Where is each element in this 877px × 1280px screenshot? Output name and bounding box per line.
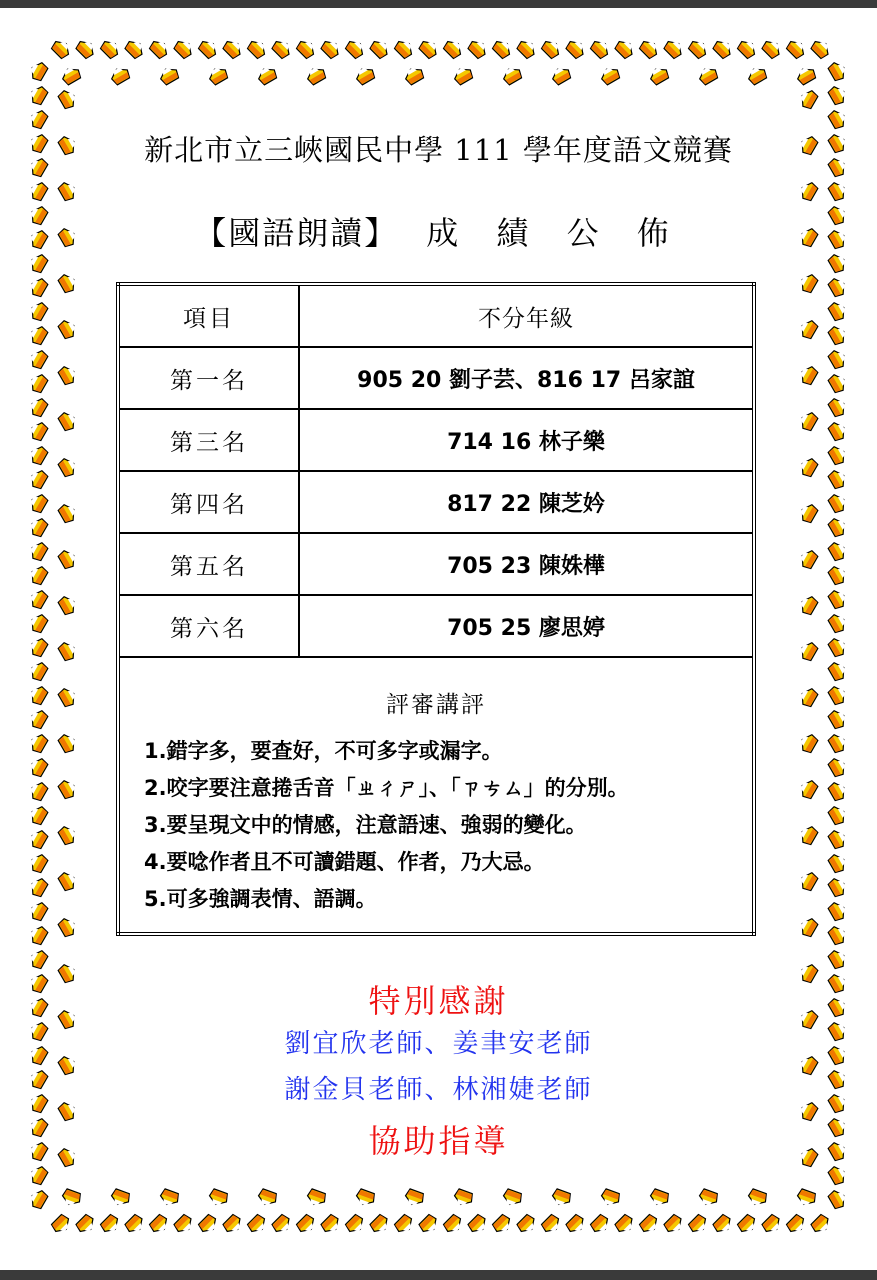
candy-corn-icon	[798, 502, 819, 525]
candy-corn-icon	[28, 60, 49, 83]
candy-corn-icon	[28, 300, 49, 323]
candy-corn-icon	[501, 65, 524, 86]
candy-corn-icon	[827, 756, 848, 779]
candy-corn-icon	[28, 468, 49, 491]
candy-corn-icon	[827, 612, 848, 635]
comment-item: 2.咬字要注意捲舌音「ㄓㄔㄕ」、「ㄗㄘㄙ」的分別。	[144, 776, 629, 800]
candy-corn-icon	[28, 180, 49, 203]
candy-corn-icon	[697, 1188, 719, 1207]
candy-corn-icon	[442, 1213, 465, 1236]
candy-corn-icon	[798, 180, 819, 203]
candy-corn-icon	[550, 65, 573, 86]
winner-cell: 817 22 陳芝妗	[299, 471, 754, 533]
candy-corn-icon	[452, 65, 475, 86]
candy-corn-icon	[827, 684, 848, 707]
candy-corn-icon	[761, 37, 784, 60]
candy-corn-icon	[222, 1213, 245, 1236]
candy-corn-icon	[28, 108, 49, 131]
candy-corn-icon	[28, 924, 49, 947]
candy-corn-icon	[614, 37, 637, 60]
candy-corn-icon	[827, 948, 848, 971]
candy-corn-icon	[57, 410, 78, 433]
candy-corn-icon	[442, 37, 465, 60]
candy-corn-icon	[28, 900, 49, 923]
thanks-line-2: 謝金貝老師、林湘婕老師	[284, 1075, 593, 1105]
candy-corn-icon	[57, 272, 78, 295]
candy-corn-icon	[28, 420, 49, 443]
subtitle-bracket: 【國語朗讀】	[194, 214, 399, 252]
candy-corn-icon	[589, 1213, 612, 1236]
candy-corn-icon	[403, 65, 426, 86]
candy-corn-icon	[746, 1188, 768, 1207]
candy-corn-icon	[109, 1188, 131, 1207]
candy-corn-icon	[28, 252, 49, 275]
candy-corn-icon	[28, 324, 49, 347]
candy-corn-icon	[28, 636, 49, 659]
candy-corn-icon	[798, 272, 819, 295]
candy-corn-icon	[827, 372, 848, 395]
candy-corn-icon	[589, 37, 612, 60]
candy-corn-icon	[687, 37, 710, 60]
candy-corn-icon	[28, 876, 49, 899]
candy-corn-icon	[28, 828, 49, 851]
candy-corn-icon	[663, 37, 686, 60]
candy-corn-icon	[28, 564, 49, 587]
candy-corn-icon	[827, 1164, 848, 1187]
candy-corn-icon	[550, 1188, 572, 1207]
candy-corn-icon	[648, 65, 671, 86]
candy-corn-icon	[28, 756, 49, 779]
candy-corn-icon	[320, 1213, 343, 1236]
candy-corn-icon	[148, 37, 171, 60]
rank-cell: 第一名	[118, 347, 299, 409]
candy-corn-icon	[295, 37, 318, 60]
candy-corn-icon	[687, 1213, 710, 1236]
candy-corn-icon	[827, 900, 848, 923]
candy-corn-icon	[827, 276, 848, 299]
candy-corn-icon	[320, 37, 343, 60]
candy-corn-icon	[827, 780, 848, 803]
candy-corn-icon	[565, 1213, 588, 1236]
candy-corn-icon	[798, 318, 819, 341]
table-header-row	[118, 284, 754, 347]
rank-cell: 第五名	[118, 533, 299, 595]
candy-corn-icon	[28, 1188, 49, 1211]
candy-corn-icon	[798, 824, 819, 847]
candy-corn-icon	[57, 824, 78, 847]
candy-corn-icon	[827, 924, 848, 947]
candy-corn-icon	[60, 1188, 82, 1207]
candy-corn-icon	[207, 1188, 229, 1207]
candy-corn-icon	[393, 1213, 416, 1236]
candy-corn-icon	[28, 1164, 49, 1187]
candy-corn-icon	[827, 804, 848, 827]
candy-corn-icon	[256, 1188, 278, 1207]
table-row	[118, 533, 754, 595]
comments-row	[118, 657, 754, 934]
candy-corn-icon	[57, 732, 78, 755]
candy-corn-icon	[736, 1213, 759, 1236]
candy-corn-icon	[614, 1213, 637, 1236]
candy-corn-icon	[246, 37, 269, 60]
candy-corn-icon	[393, 37, 416, 60]
candy-corn-icon	[57, 88, 78, 111]
candy-corn-icon	[173, 37, 196, 60]
comments-title: 評審講評	[386, 692, 486, 718]
rank-cell: 第六名	[118, 595, 299, 657]
candy-corn-icon	[148, 1213, 171, 1236]
candy-corn-icon	[75, 37, 98, 60]
candy-corn-icon	[827, 492, 848, 515]
candy-corn-icon	[798, 594, 819, 617]
candy-corn-icon	[827, 348, 848, 371]
candy-corn-icon	[785, 1213, 808, 1236]
bottom-bar	[0, 1270, 877, 1280]
candy-corn-icon	[827, 732, 848, 755]
candy-corn-icon	[418, 1213, 441, 1236]
candy-corn-icon	[798, 686, 819, 709]
table-row	[118, 471, 754, 533]
candy-corn-icon	[109, 65, 132, 86]
candy-corn-icon	[810, 37, 833, 60]
candy-corn-icon	[736, 37, 759, 60]
table-row	[118, 409, 754, 471]
candy-corn-icon	[28, 348, 49, 371]
candy-corn-icon	[712, 37, 735, 60]
candy-corn-icon	[827, 300, 848, 323]
candy-corn-icon	[344, 1213, 367, 1236]
candy-corn-icon	[124, 1213, 147, 1236]
candy-corn-icon	[50, 37, 73, 60]
candy-corn-icon	[798, 548, 819, 571]
comments-cell	[118, 657, 754, 934]
header-grade: 不分年級	[299, 284, 754, 347]
candy-corn-icon	[28, 804, 49, 827]
candy-corn-icon	[28, 84, 49, 107]
candy-corn-icon	[467, 37, 490, 60]
candy-corn-icon	[354, 1188, 376, 1207]
candy-corn-icon	[99, 1213, 122, 1236]
candy-corn-icon	[60, 65, 83, 86]
candy-corn-icon	[369, 37, 392, 60]
candy-corn-icon	[57, 916, 78, 939]
candy-corn-icon	[57, 364, 78, 387]
candy-corn-icon	[827, 444, 848, 467]
candy-corn-icon	[28, 732, 49, 755]
candy-corn-icon	[28, 948, 49, 971]
candy-corn-icon	[827, 84, 848, 107]
candy-corn-icon	[827, 108, 848, 131]
candy-corn-icon	[158, 65, 181, 86]
winner-cell: 714 16 林子樂	[299, 409, 754, 471]
candy-corn-icon	[246, 1213, 269, 1236]
candy-corn-icon	[354, 65, 377, 86]
thanks-footer: 協助指導	[368, 1122, 509, 1160]
candy-corn-icon	[827, 876, 848, 899]
candy-corn-icon	[638, 37, 661, 60]
comment-item: 4.要唸作者且不可讀錯題、作者，乃大忌。	[144, 850, 545, 874]
candy-corn-icon	[827, 516, 848, 539]
candy-corn-icon	[28, 588, 49, 611]
candy-corn-icon	[827, 636, 848, 659]
candy-corn-icon	[827, 252, 848, 275]
candy-corn-icon	[501, 1188, 523, 1207]
candy-corn-icon	[827, 708, 848, 731]
candy-corn-icon	[57, 548, 78, 571]
candy-corn-icon	[28, 540, 49, 563]
candy-corn-icon	[827, 660, 848, 683]
candy-corn-icon	[785, 37, 808, 60]
candy-corn-icon	[418, 37, 441, 60]
candy-corn-icon	[57, 318, 78, 341]
candy-corn-icon	[207, 65, 230, 86]
candy-corn-icon	[57, 870, 78, 893]
page-title: 新北市立三峽國民中學 111 學年度語文競賽	[144, 133, 733, 167]
candy-corn-icon	[827, 1188, 848, 1211]
comment-item: 5.可多強調表情、語調。	[144, 887, 377, 911]
candy-corn-icon	[28, 492, 49, 515]
header-item: 項目	[118, 284, 299, 347]
candy-corn-icon	[57, 594, 78, 617]
candy-corn-icon	[369, 1213, 392, 1236]
candy-corn-icon	[271, 37, 294, 60]
candy-corn-icon	[599, 65, 622, 86]
candy-corn-icon	[663, 1213, 686, 1236]
candy-corn-icon	[827, 540, 848, 563]
candy-corn-icon	[648, 1188, 670, 1207]
candy-corn-icon	[403, 1188, 425, 1207]
rank-cell: 第四名	[118, 471, 299, 533]
candy-corn-icon	[827, 324, 848, 347]
candy-corn-icon	[57, 778, 78, 801]
candy-corn-icon	[28, 708, 49, 731]
candy-corn-icon	[827, 420, 848, 443]
candy-corn-icon	[827, 60, 848, 83]
winner-cell: 705 25 廖思婷	[299, 595, 754, 657]
candy-corn-icon	[344, 37, 367, 60]
candy-corn-icon	[271, 1213, 294, 1236]
results-table	[116, 282, 756, 936]
candy-corn-icon	[827, 180, 848, 203]
thanks-line-1: 劉宜欣老師、姜聿安老師	[284, 1029, 593, 1059]
candy-corn-icon	[28, 444, 49, 467]
candy-corn-icon	[124, 37, 147, 60]
candy-corn-icon	[540, 1213, 563, 1236]
candy-corn-icon	[827, 828, 848, 851]
candy-corn-icon	[827, 468, 848, 491]
candy-corn-icon	[28, 276, 49, 299]
candy-corn-icon	[28, 684, 49, 707]
candy-corn-icon	[491, 1213, 514, 1236]
candy-corn-icon	[305, 65, 328, 86]
candy-corn-icon	[28, 852, 49, 875]
comment-item: 3.要呈現文中的情感，注意語速、強弱的變化。	[144, 813, 587, 837]
candy-corn-icon	[222, 37, 245, 60]
candy-corn-icon	[28, 780, 49, 803]
candy-corn-icon	[28, 372, 49, 395]
candy-corn-icon	[798, 916, 819, 939]
candy-corn-icon	[516, 37, 539, 60]
candy-corn-icon	[827, 588, 848, 611]
candy-corn-icon	[28, 516, 49, 539]
winner-cell: 905 20 劉子芸、816 17 呂家誼	[299, 347, 754, 409]
candy-corn-icon	[798, 88, 819, 111]
candy-corn-icon	[827, 396, 848, 419]
candy-corn-icon	[256, 65, 279, 86]
page-subtitle	[0, 208, 877, 254]
candy-corn-icon	[158, 1188, 180, 1207]
comment-item: 1.錯字多，要查好，不可多字或漏字。	[144, 739, 503, 763]
candy-corn-icon	[795, 1188, 817, 1207]
candy-corn-icon	[798, 364, 819, 387]
candy-corn-icon	[516, 1213, 539, 1236]
candy-corn-icon	[305, 1188, 327, 1207]
candy-corn-icon	[28, 396, 49, 419]
candy-corn-icon	[795, 65, 818, 86]
candy-corn-icon	[28, 660, 49, 683]
rank-cell: 第三名	[118, 409, 299, 471]
candy-corn-icon	[697, 65, 720, 86]
candy-corn-icon	[761, 1213, 784, 1236]
candy-corn-icon	[467, 1213, 490, 1236]
candy-corn-icon	[798, 732, 819, 755]
candy-corn-icon	[599, 1188, 621, 1207]
candy-corn-icon	[798, 640, 819, 663]
winner-cell: 705 23 陳姝樺	[299, 533, 754, 595]
table-row	[118, 595, 754, 657]
candy-corn-icon	[57, 456, 78, 479]
candy-corn-icon	[712, 1213, 735, 1236]
candy-corn-icon	[197, 1213, 220, 1236]
candy-corn-icon	[810, 1213, 833, 1236]
candy-corn-icon	[540, 37, 563, 60]
candy-corn-icon	[798, 778, 819, 801]
candy-corn-icon	[565, 37, 588, 60]
candy-corn-icon	[827, 564, 848, 587]
candy-corn-icon	[746, 65, 769, 86]
candy-corn-icon	[798, 410, 819, 433]
candy-corn-icon	[57, 180, 78, 203]
candy-corn-icon	[798, 870, 819, 893]
subtitle-text: 成 績 公 佈	[426, 214, 683, 252]
candy-corn-icon	[57, 640, 78, 663]
table-row	[118, 347, 754, 409]
candy-corn-icon	[57, 502, 78, 525]
candy-corn-icon	[491, 37, 514, 60]
thanks-heading: 特別感謝	[368, 982, 509, 1020]
candy-corn-icon	[452, 1188, 474, 1207]
candy-corn-icon	[99, 37, 122, 60]
candy-corn-icon	[798, 456, 819, 479]
candy-corn-icon	[295, 1213, 318, 1236]
candy-corn-icon	[827, 852, 848, 875]
candy-corn-icon	[50, 1213, 73, 1236]
candy-corn-icon	[173, 1213, 196, 1236]
candy-corn-icon	[28, 612, 49, 635]
candy-corn-icon	[75, 1213, 98, 1236]
candy-corn-icon	[197, 37, 220, 60]
candy-corn-icon	[57, 686, 78, 709]
candy-corn-icon	[638, 1213, 661, 1236]
